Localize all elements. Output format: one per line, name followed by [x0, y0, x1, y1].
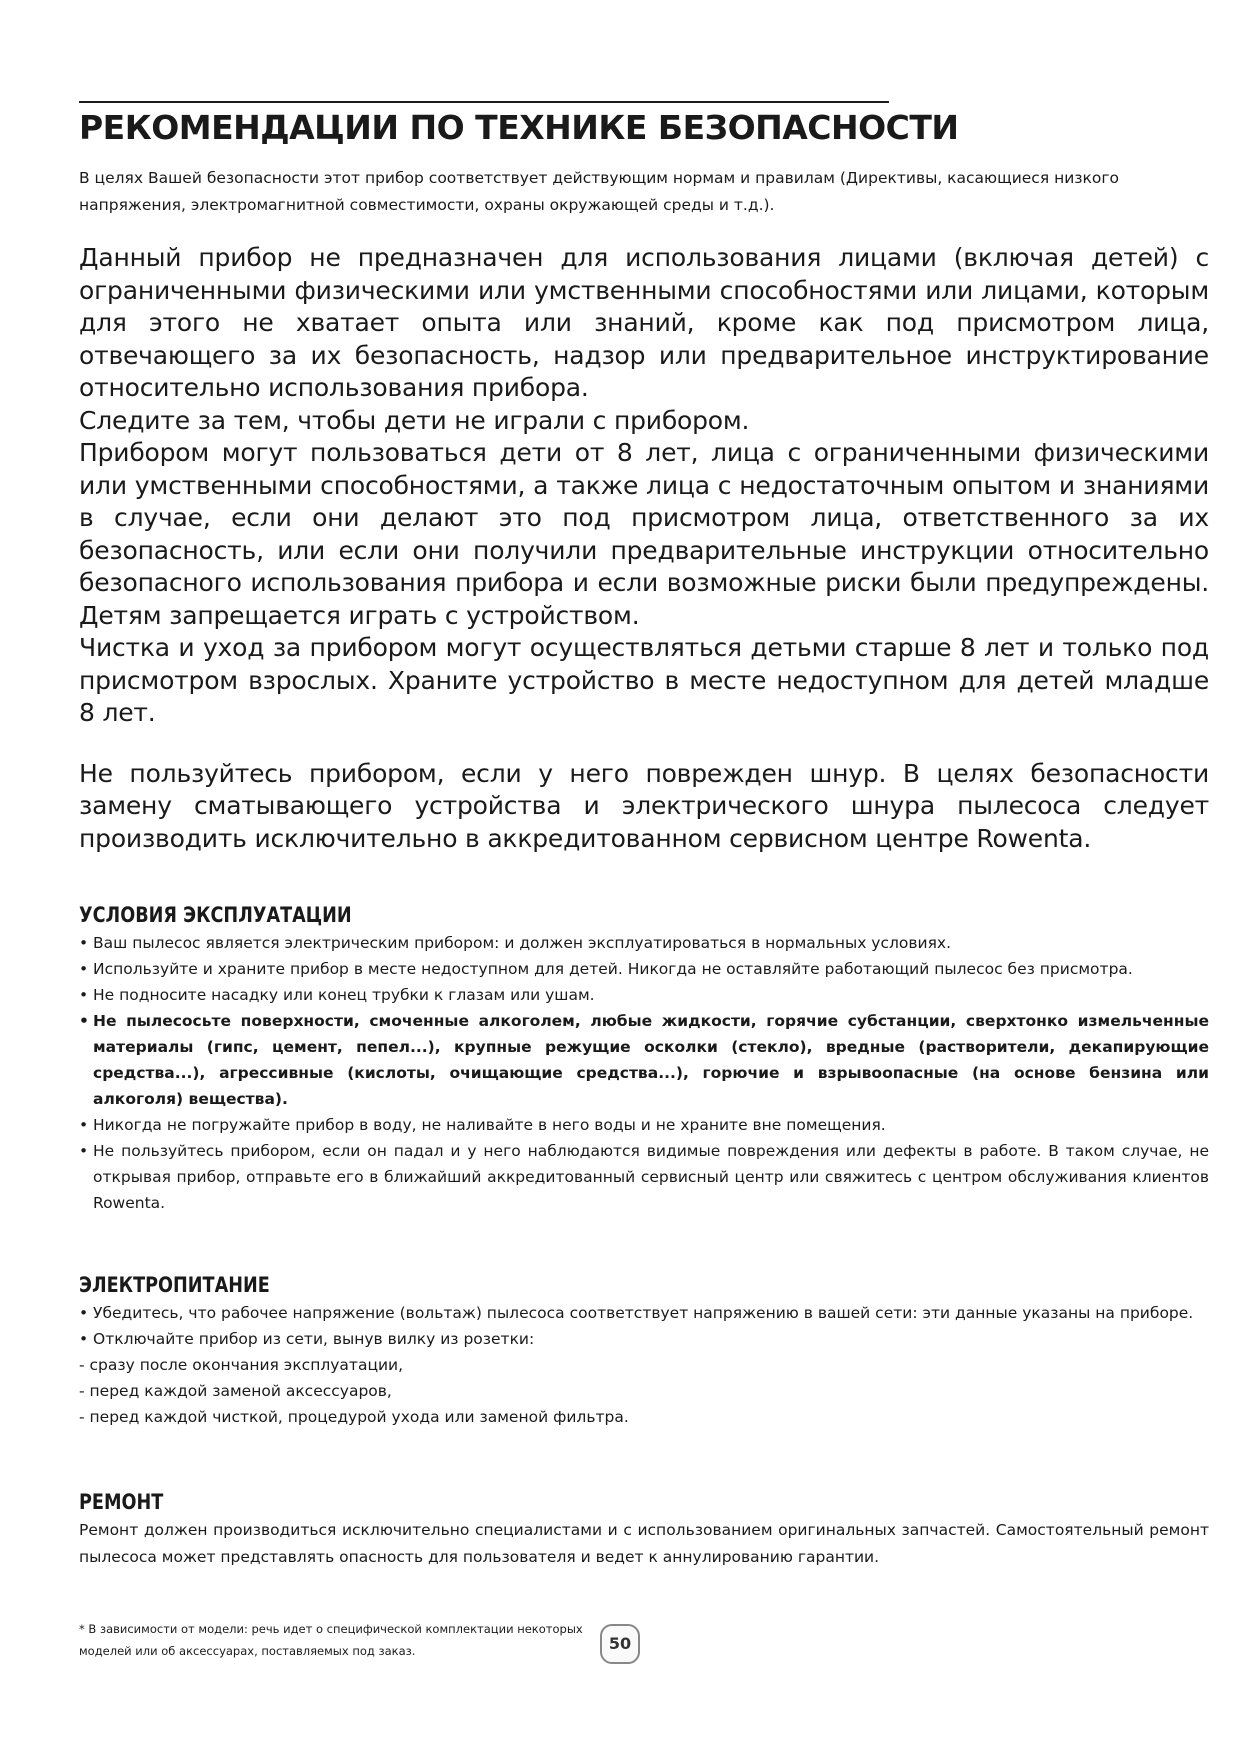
list-item: - перед каждой чисткой, процедурой ухода или заменой фильтра. [79, 1408, 629, 1426]
warning-paragraph: Не пользуйтесь прибором, если у него поврежден шнур. В целях безопасности замену сматывающего устройства и электрического шнура пылесоса следует производить исключительно в аккредитованном сервисном центре Rowenta. [79, 758, 1209, 853]
list-item: - сразу после окончания эксплуатации, [79, 1356, 404, 1374]
repair-section [79, 1487, 1209, 1571]
list-item: • Отключайте прибор из сети, вынув вилку из розетки: [79, 1326, 1209, 1352]
page-number: 50 [600, 1624, 640, 1664]
list-item: • Никогда не погружайте прибор в воду, не наливайте в него воды и не храните вне помещения. [79, 1112, 1209, 1138]
spacer [79, 730, 1209, 758]
warning-paragraph: Прибором могут пользоваться дети от 8 лет, лица с ограниченными физическими или умственными способностями, а также лица с недостаточным опытом и знаниями в случае, если они делают это под присмотром лица, ответственного за их безопасность, или если они получили предварительные инструкции относительно безопасного использования прибора и если возможные риски были предупреждены. Детям запрещается играть с устройством. [79, 438, 1209, 630]
list-item: • Убедитесь, что рабочее напряжение (вольтаж) пылесоса соответствует напряжению в вашей сети: эти данные указаны на приборе. [79, 1300, 1209, 1326]
page-title: РЕКОМЕНДАЦИИ ПО ТЕХНИКЕ БЕЗОПАСНОСТИ [79, 108, 959, 147]
list-item: • Используйте и храните прибор в месте недоступном для детей. Никогда не оставляйте работающий пылесос без присмотра. [79, 956, 1209, 982]
section-title: РЕМОНТ [79, 1490, 164, 1514]
list-item: • Не пылесосьте поверхности, смоченные алкоголем, любые жидкости, горячие субстанции, сверхтонко измельченные материалы (гипс, цемент, пепел...), крупные режущие осколки (стекло), вредные (растворители, декапирующие средства...), агрессивные (кислоты, очищающие средства...), горючие и взрывоопасные (на основе бензина или алкоголя) вещества). [79, 1008, 1209, 1112]
power-section [79, 1270, 1209, 1430]
warning-block [79, 242, 1209, 855]
section-title: УСЛОВИЯ ЭКСПЛУАТАЦИИ [79, 903, 352, 927]
footnote: * В зависимости от модели: речь идет о специфической комплектации некоторых моделей или об аксессуарах, поставляемых под заказ. [79, 1622, 583, 1658]
intro-text: В целях Вашей безопасности этот прибор соответствует действующим нормам и правилам (Директивы, касающиеся низкого напряжения, электромагнитной совместимости, охраны окружающей среды и т.д.). [79, 169, 1119, 214]
power-list [79, 1300, 1209, 1430]
operating-list [79, 930, 1209, 1216]
warning-paragraph: Данный прибор не предназначен для использования лицами (включая детей) с ограниченными физическими или умственными способностями или лицами, которым для этого не хватает опыта или знаний, кроме как под присмотром лица, отвечающего за их безопасность, надзор или предварительное инструктирование относительно использования прибора. [79, 243, 1209, 402]
list-item: • Не подносите насадку или конец трубки к глазам или ушам. [79, 982, 1209, 1008]
list-item: - перед каждой заменой аксессуаров, [79, 1382, 392, 1400]
list-item: • Не пользуйтесь прибором, если он падал и у него наблюдаются видимые повреждения или дефекты в работе. В таком случае, не открывая прибор, отправьте его в ближайший аккредитованный сервисный центр или свяжитесь с центром обслуживания клиентов Rowenta. [79, 1138, 1209, 1216]
warning-paragraph: Следите за тем, чтобы дети не играли с прибором. [79, 405, 750, 435]
repair-text: Ремонт должен производиться исключительно специалистами и с использованием оригинальных запчастей. Самостоятельный ремонт пылесоса может представлять опасность для пользователя и ведет к аннулированию гарантии. [79, 1521, 1209, 1566]
section-title: ЭЛЕКТРОПИТАНИЕ [79, 1273, 270, 1297]
manual-page [79, 0, 1209, 1754]
warning-paragraph: Чистка и уход за прибором могут осуществляться детьми старше 8 лет и только под присмотром взрослых. Храните устройство в месте недоступном для детей младше 8 лет. [79, 633, 1209, 727]
list-item: • Ваш пылесос является электрическим прибором: и должен эксплуатироваться в нормальных условиях. [79, 930, 1209, 956]
operating-section [79, 900, 1209, 1216]
